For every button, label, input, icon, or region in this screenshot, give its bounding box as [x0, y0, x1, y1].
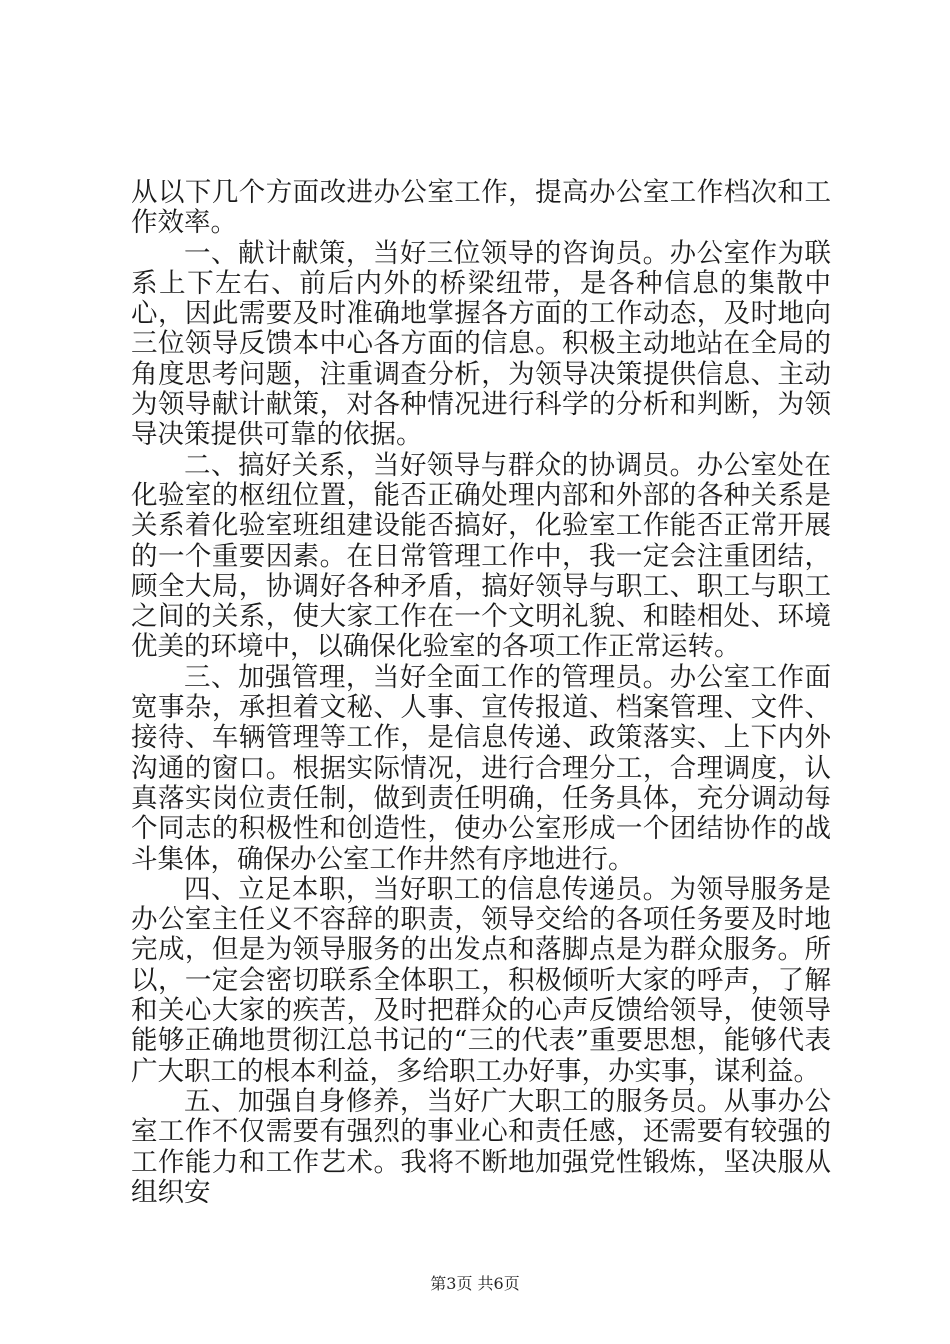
paragraph-section-4: 四、立足本职，当好职工的信息传递员。为领导服务是办公室主任义不容辞的职责，领导交给的各项任务要及时地完成，但是为领导服务的出发点和落脚点是为群众服务。所以，一定会密切联系全体职工，积极倾听大家的呼声，了解和关心大家的疾苦，及时把群众的心声反馈给领导，使领导能够正确地贯彻江总书记的“三的代表”重要思想，能够代表广大职工的根本利益，多给职工办好事，办实事，谋利益。	[131, 873, 831, 1087]
paragraph-intro: 从以下几个方面改进办公室工作，提高办公室工作档次和工作效率。	[131, 177, 831, 239]
page-number-footer: 第3页 共6页	[430, 1274, 520, 1293]
document-body	[131, 178, 831, 1208]
paragraph-section-2: 二、搞好关系，当好领导与群众的协调员。办公室处在化验室的枢纽位置，能否正确处理内部和外部的各种关系是关系着化验室班组建设能否搞好，化验室工作能否正常开展的一个重要因素。在日常管理工作中，我一定会注重团结，顾全大局，协调好各种矛盾，搞好领导与职工、职工与职工之间的关系，使大家工作在一个文明礼貌、和睦相处、环境优美的环境中，以确保化验室的各项工作正常运转。	[131, 449, 831, 663]
paragraph-section-1: 一、献计献策，当好三位领导的咨询员。办公室作为联系上下左右、前后内外的桥梁纽带，是各种信息的集散中心，因此需要及时准确地掌握各方面的工作动态，及时地向三位领导反馈本中心各方面的信息。积极主动地站在全局的角度思考问题，注重调查分析，为领导决策提供信息、主动为领导献计献策，对各种情况进行科学的分析和判断，为领导决策提供可靠的依据。	[131, 237, 831, 451]
paragraph-section-3: 三、加强管理，当好全面工作的管理员。办公室工作面宽事杂，承担着文秘、人事、宣传报道、档案管理、文件、接待、车辆管理等工作，是信息传递、政策落实、上下内外沟通的窗口。根据实际情况，进行合理分工，合理调度，认真落实岗位责任制，做到责任明确，任务具体，充分调动每个同志的积极性和创造性，使办公室形成一个团结协作的战斗集体，确保办公室工作井然有序地进行。	[131, 661, 831, 875]
paragraph-section-5: 五、加强自身修养，当好广大职工的服务员。从事办公室工作不仅需要有强烈的事业心和责任感，还需要有较强的工作能力和工作艺术。我将不断地加强党性锻炼，坚决服从组织安	[131, 1085, 831, 1208]
